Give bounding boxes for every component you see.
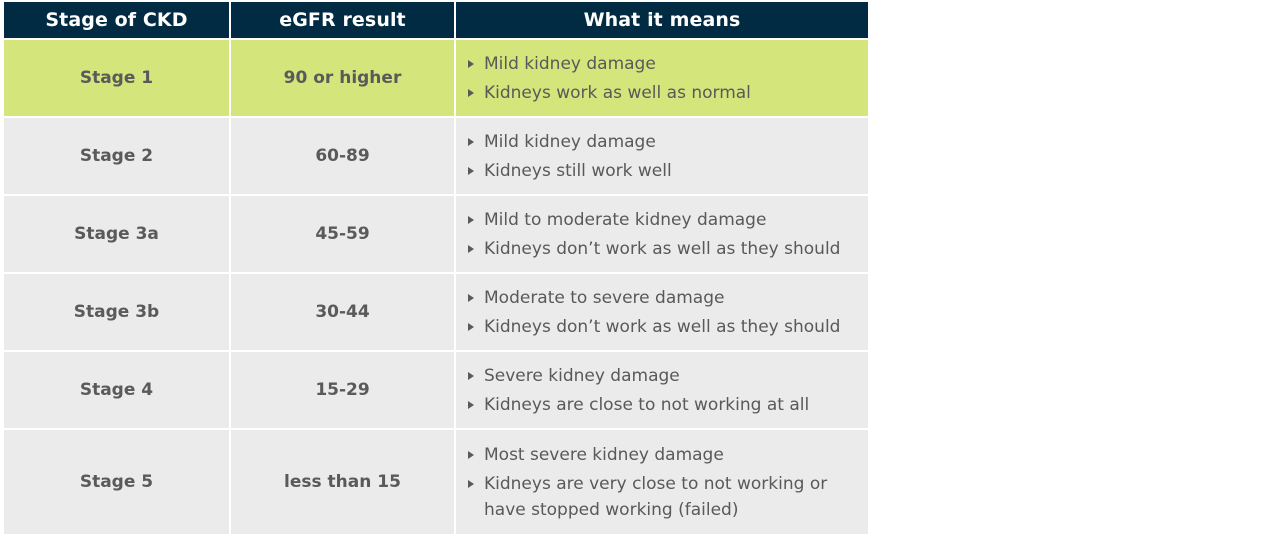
table-row-stage-4: [3, 351, 869, 429]
caret-right-icon: [468, 323, 474, 331]
meaning-item: Mild kidney damage: [466, 129, 858, 155]
meaning-cell: [455, 39, 869, 117]
stage-cell: Stage 3b: [3, 273, 230, 351]
caret-right-icon: [468, 138, 474, 146]
meaning-item: Severe kidney damage: [466, 363, 858, 389]
meaning-item: Kidneys work as well as normal: [466, 80, 858, 106]
egfr-cell: less than 15: [230, 429, 455, 535]
meaning-list: [456, 363, 868, 418]
egfr-cell: 45-59: [230, 195, 455, 273]
meaning-cell: [455, 195, 869, 273]
header-egfr: eGFR result: [230, 2, 455, 39]
egfr-cell: 30-44: [230, 273, 455, 351]
caret-right-icon: [468, 451, 474, 459]
caret-right-icon: [468, 401, 474, 409]
meaning-item: Kidneys are very close to not working or have stopped working (failed): [466, 471, 858, 523]
caret-right-icon: [468, 60, 474, 68]
meaning-list: [456, 129, 868, 184]
stage-cell: Stage 1: [3, 39, 230, 117]
meaning-item: Most severe kidney damage: [466, 442, 858, 468]
table-row-stage-3a: [3, 195, 869, 273]
meaning-list: [456, 285, 868, 340]
caret-right-icon: [468, 216, 474, 224]
caret-right-icon: [468, 89, 474, 97]
meaning-cell: [455, 429, 869, 535]
table-row-stage-2: [3, 117, 869, 195]
stage-cell: Stage 2: [3, 117, 230, 195]
stage-cell: Stage 5: [3, 429, 230, 535]
stage-cell: Stage 3a: [3, 195, 230, 273]
meaning-list: [456, 51, 868, 106]
meaning-item: Kidneys don’t work as well as they should: [466, 236, 858, 262]
caret-right-icon: [468, 167, 474, 175]
egfr-cell: 60-89: [230, 117, 455, 195]
meaning-item: Kidneys still work well: [466, 158, 858, 184]
caret-right-icon: [468, 480, 474, 488]
caret-right-icon: [468, 372, 474, 380]
caret-right-icon: [468, 294, 474, 302]
caret-right-icon: [468, 245, 474, 253]
meaning-item: Kidneys are close to not working at all: [466, 392, 858, 418]
meaning-list: [456, 207, 868, 262]
meaning-cell: [455, 273, 869, 351]
table-header-row: [3, 2, 869, 39]
header-meaning: What it means: [455, 2, 869, 39]
meaning-item: Moderate to severe damage: [466, 285, 858, 311]
meaning-item: Mild to moderate kidney damage: [466, 207, 858, 233]
table-row-stage-5: [3, 429, 869, 535]
meaning-list: [456, 442, 868, 523]
ckd-stages-table: [2, 2, 870, 536]
egfr-cell: 90 or higher: [230, 39, 455, 117]
meaning-cell: [455, 117, 869, 195]
meaning-item: Kidneys don’t work as well as they should: [466, 314, 858, 340]
meaning-item: Mild kidney damage: [466, 51, 858, 77]
header-stage: Stage of CKD: [3, 2, 230, 39]
stage-cell: Stage 4: [3, 351, 230, 429]
table-row-stage-1: [3, 39, 869, 117]
egfr-cell: 15-29: [230, 351, 455, 429]
meaning-cell: [455, 351, 869, 429]
table-row-stage-3b: [3, 273, 869, 351]
